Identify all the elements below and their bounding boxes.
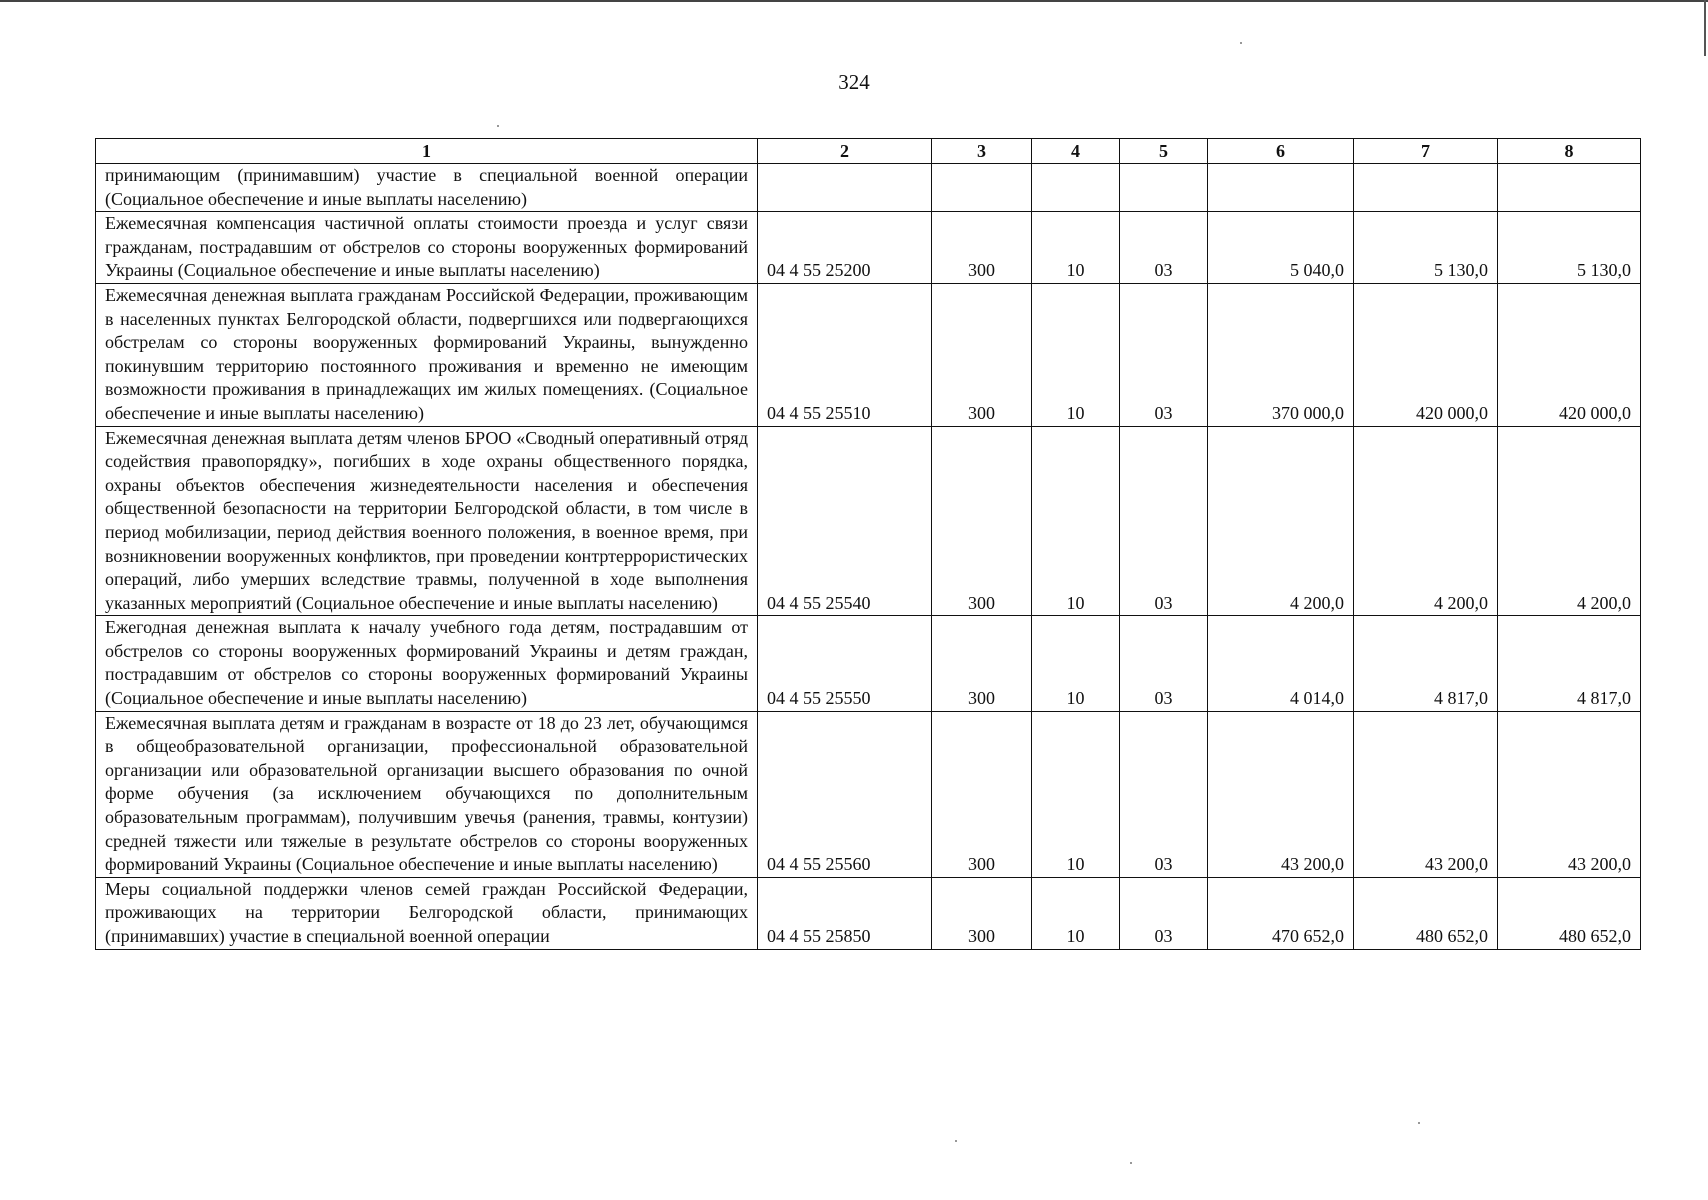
- scan-right-edge: [1704, 0, 1706, 56]
- scan-top-edge: [0, 0, 1708, 2]
- row-col-5: 03: [1120, 212, 1208, 284]
- row-code: 04 4 55 25510: [758, 283, 932, 426]
- header-col-5: 5: [1120, 139, 1208, 164]
- row-col-3: 300: [932, 283, 1032, 426]
- row-col-4: 10: [1032, 877, 1120, 949]
- row-col-4: 10: [1032, 212, 1120, 284]
- row-col-4: 10: [1032, 616, 1120, 711]
- row-col-7: 420 000,0: [1354, 283, 1498, 426]
- row-col-8: 4 817,0: [1498, 616, 1641, 711]
- row-description: Ежемесячная денежная выплата гражданам Российской Федерации, проживающим в населенных пунктах Белгородской области, подвергшихся или подвергающихся обстрелам со стороны вооруженных формирований Украины, вынужденно покинувшим территорию постоянного проживания и временно не имеющим возможности проживания в принадлежащих им жилых помещениях. (Социальное обеспечение и иные выплаты населению): [96, 283, 758, 426]
- row-col-6: 470 652,0: [1208, 877, 1354, 949]
- row-col-7: 4 200,0: [1354, 426, 1498, 616]
- row-col-3: 300: [932, 616, 1032, 711]
- row-col-5: 03: [1120, 711, 1208, 877]
- row-description: Ежемесячная выплата детям и гражданам в возрасте от 18 до 23 лет, обучающимся в общеобразовательной организации, профессиональной образовательной организации или образовательной организации высшего образования по очной форме обучения (за исключением обучающихся по дополнительным образовательным программам), получившим увечья (ранения, травмы, контузии) средней тяжести или тяжелые в результате обстрелов со стороны вооруженных формирований Украины (Социальное обеспечение и иные выплаты населению): [96, 711, 758, 877]
- row-col-8: 420 000,0: [1498, 283, 1641, 426]
- row-col-8: 4 200,0: [1498, 426, 1641, 616]
- row-col-4: [1032, 164, 1120, 212]
- row-col-6: [1208, 164, 1354, 212]
- scan-speck: [497, 125, 499, 127]
- row-col-4: 10: [1032, 426, 1120, 616]
- row-col-3: [932, 164, 1032, 212]
- header-col-1: 1: [96, 139, 758, 164]
- table-body: [96, 164, 1641, 950]
- row-col-8: 480 652,0: [1498, 877, 1641, 949]
- header-row: [96, 139, 1641, 164]
- row-description: Ежемесячная компенсация частичной оплаты стоимости проезда и услуг связи гражданам, пострадавшим от обстрелов со стороны вооруженных формирований Украины (Социальное обеспечение и иные выплаты населению): [96, 212, 758, 284]
- table-row: [96, 616, 1641, 711]
- scan-speck: [955, 1140, 957, 1142]
- row-description: Меры социальной поддержки членов семей граждан Российской Федерации, проживающих на территории Белгородской области, принимающих (принимавших) участие в специальной военной операции: [96, 877, 758, 949]
- row-col-5: [1120, 164, 1208, 212]
- row-code: 04 4 55 25550: [758, 616, 932, 711]
- row-code: 04 4 55 25200: [758, 212, 932, 284]
- scan-speck: [1240, 42, 1242, 44]
- row-col-6: 43 200,0: [1208, 711, 1354, 877]
- row-col-6: 4 014,0: [1208, 616, 1354, 711]
- row-description: Ежемесячная денежная выплата детям членов БРОО «Сводный оперативный отряд содействия правопорядку», погибших в ходе охраны общественного порядка, охраны объектов обеспечения жизнедеятельности населения и обеспечения общественной безопасности на территории Белгородской области, в том числе в период мобилизации, период действия военного положения, в военное время, при возникновении вооруженных конфликтов, при проведении контртеррористических операций, либо умерших вследствие травмы, полученной в ходе выполнения указанных мероприятий (Социальное обеспечение и иные выплаты населению): [96, 426, 758, 616]
- row-col-7: 480 652,0: [1354, 877, 1498, 949]
- row-col-4: 10: [1032, 283, 1120, 426]
- row-description: Ежегодная денежная выплата к началу учебного года детям, пострадавшим от обстрелов со стороны вооруженных формирований Украины и детям граждан, пострадавшим от обстрелов со стороны вооруженных формирований Украины (Социальное обеспечение и иные выплаты населению): [96, 616, 758, 711]
- row-col-5: 03: [1120, 616, 1208, 711]
- row-code: 04 4 55 25560: [758, 711, 932, 877]
- row-col-5: 03: [1120, 283, 1208, 426]
- budget-table: [95, 138, 1641, 950]
- row-col-7: 43 200,0: [1354, 711, 1498, 877]
- header-col-7: 7: [1354, 139, 1498, 164]
- row-code: 04 4 55 25540: [758, 426, 932, 616]
- row-code: [758, 164, 932, 212]
- row-col-8: 43 200,0: [1498, 711, 1641, 877]
- table-row: [96, 212, 1641, 284]
- row-col-7: 5 130,0: [1354, 212, 1498, 284]
- row-col-5: 03: [1120, 877, 1208, 949]
- row-description: принимающим (принимавшим) участие в специальной военной операции (Социальное обеспечение и иные выплаты населению): [96, 164, 758, 212]
- table-row: [96, 164, 1641, 212]
- header-col-3: 3: [932, 139, 1032, 164]
- row-col-6: 4 200,0: [1208, 426, 1354, 616]
- header-col-6: 6: [1208, 139, 1354, 164]
- table-row: [96, 283, 1641, 426]
- header-col-4: 4: [1032, 139, 1120, 164]
- table-row: [96, 877, 1641, 949]
- row-col-3: 300: [932, 711, 1032, 877]
- row-code: 04 4 55 25850: [758, 877, 932, 949]
- row-col-5: 03: [1120, 426, 1208, 616]
- row-col-3: 300: [932, 426, 1032, 616]
- row-col-3: 300: [932, 877, 1032, 949]
- row-col-7: 4 817,0: [1354, 616, 1498, 711]
- scan-speck: [1130, 1162, 1132, 1164]
- row-col-6: 370 000,0: [1208, 283, 1354, 426]
- row-col-4: 10: [1032, 711, 1120, 877]
- row-col-3: 300: [932, 212, 1032, 284]
- table-row: [96, 711, 1641, 877]
- row-col-6: 5 040,0: [1208, 212, 1354, 284]
- row-col-8: [1498, 164, 1641, 212]
- scan-speck: [1418, 1122, 1420, 1124]
- header-col-8: 8: [1498, 139, 1641, 164]
- row-col-8: 5 130,0: [1498, 212, 1641, 284]
- row-col-7: [1354, 164, 1498, 212]
- header-col-2: 2: [758, 139, 932, 164]
- table-header: [96, 139, 1641, 164]
- table-row: [96, 426, 1641, 616]
- page-number: 324: [838, 70, 870, 94]
